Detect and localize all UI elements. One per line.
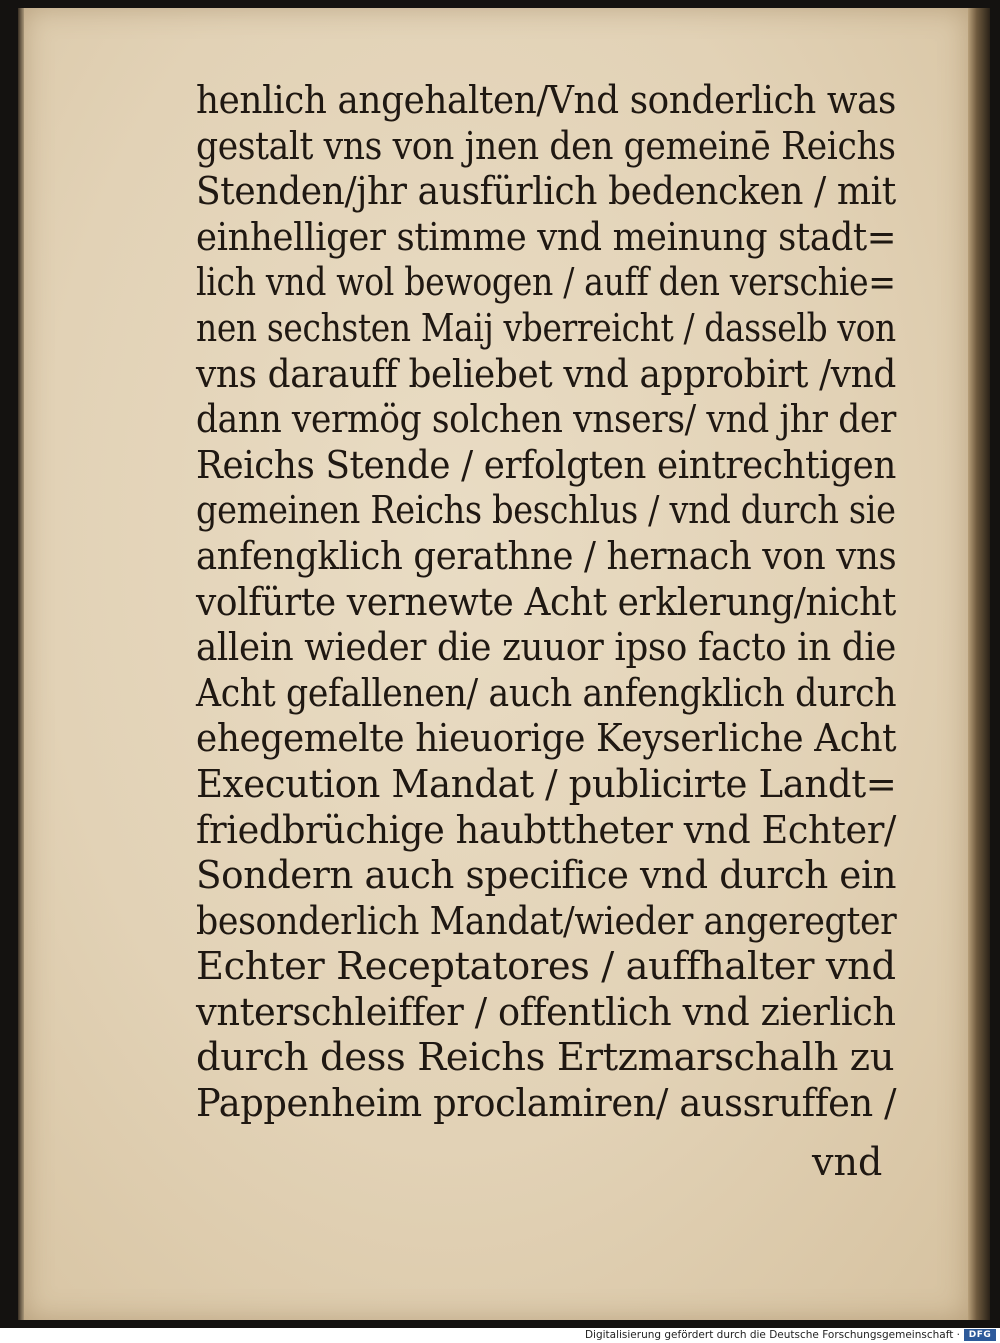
text-line: Echter Receptatores / auffhalter vnd: [196, 944, 896, 990]
text-line: friedbrüchige haubttheter vnd Echter/: [196, 807, 896, 853]
text-line: Reichs Stende / erfolgten eintrechtigen: [196, 442, 896, 488]
text-line: dann vermög solchen vnsers/ vnd jhr der: [196, 397, 896, 443]
text-line: besonderlich Mandat/wieder angeregter: [196, 898, 897, 944]
text-line: volfürte vernewte Acht erklerung/nicht: [196, 579, 896, 625]
text-line: anfengklich gerathne / hernach von vns: [196, 533, 897, 579]
text-line: vns darauff beliebet vnd approbirt /vnd: [196, 351, 896, 397]
text-line: nen sechsten Maij vberreicht / dasselb von: [196, 305, 896, 351]
text-line: Sondern auch specifice vnd durch ein: [196, 853, 897, 899]
text-line: Acht gefallenen/ auch anfengklich durch: [196, 670, 897, 716]
funding-credit: Digitalisierung gefördert durch die Deutsche Forschungsgemeinschaft ·: [584, 1329, 960, 1341]
text-line: lich vnd wol bewogen / auff den verschie=: [196, 260, 896, 306]
text-line: allein wieder die zuuor ipso facto in die: [196, 625, 896, 671]
text-line: einhelliger stimme vnd meinung stadt=: [196, 214, 897, 260]
text-line: vnterschleiffer / offentlich vnd zierlich: [196, 989, 896, 1035]
catchword: vnd: [812, 1140, 883, 1184]
page-fore-edge: [968, 8, 990, 1320]
text-line: ehegemelte hieuorige Keyserliche Acht: [196, 716, 897, 762]
text-line: gemeinen Reichs beschlus / vnd durch sie: [196, 488, 896, 534]
text-line: Execution Mandat / publicirte Landt=: [196, 761, 897, 807]
dfg-logo-icon: DFG: [964, 1329, 996, 1341]
text-line: gestalt vns von jnen den gemeinē Reichs: [196, 123, 896, 169]
text-line: durch dess Reichs Ertzmarschalh zu: [196, 1035, 895, 1081]
text-line: henlich angehalten/Vnd sonderlich was: [196, 78, 897, 123]
text-line: Stenden/jhr ausfürlich bedencken / mit: [196, 169, 896, 215]
body-text: [196, 78, 896, 1127]
text-line: Pappenheim proclamiren/ aussruffen /: [196, 1081, 897, 1127]
